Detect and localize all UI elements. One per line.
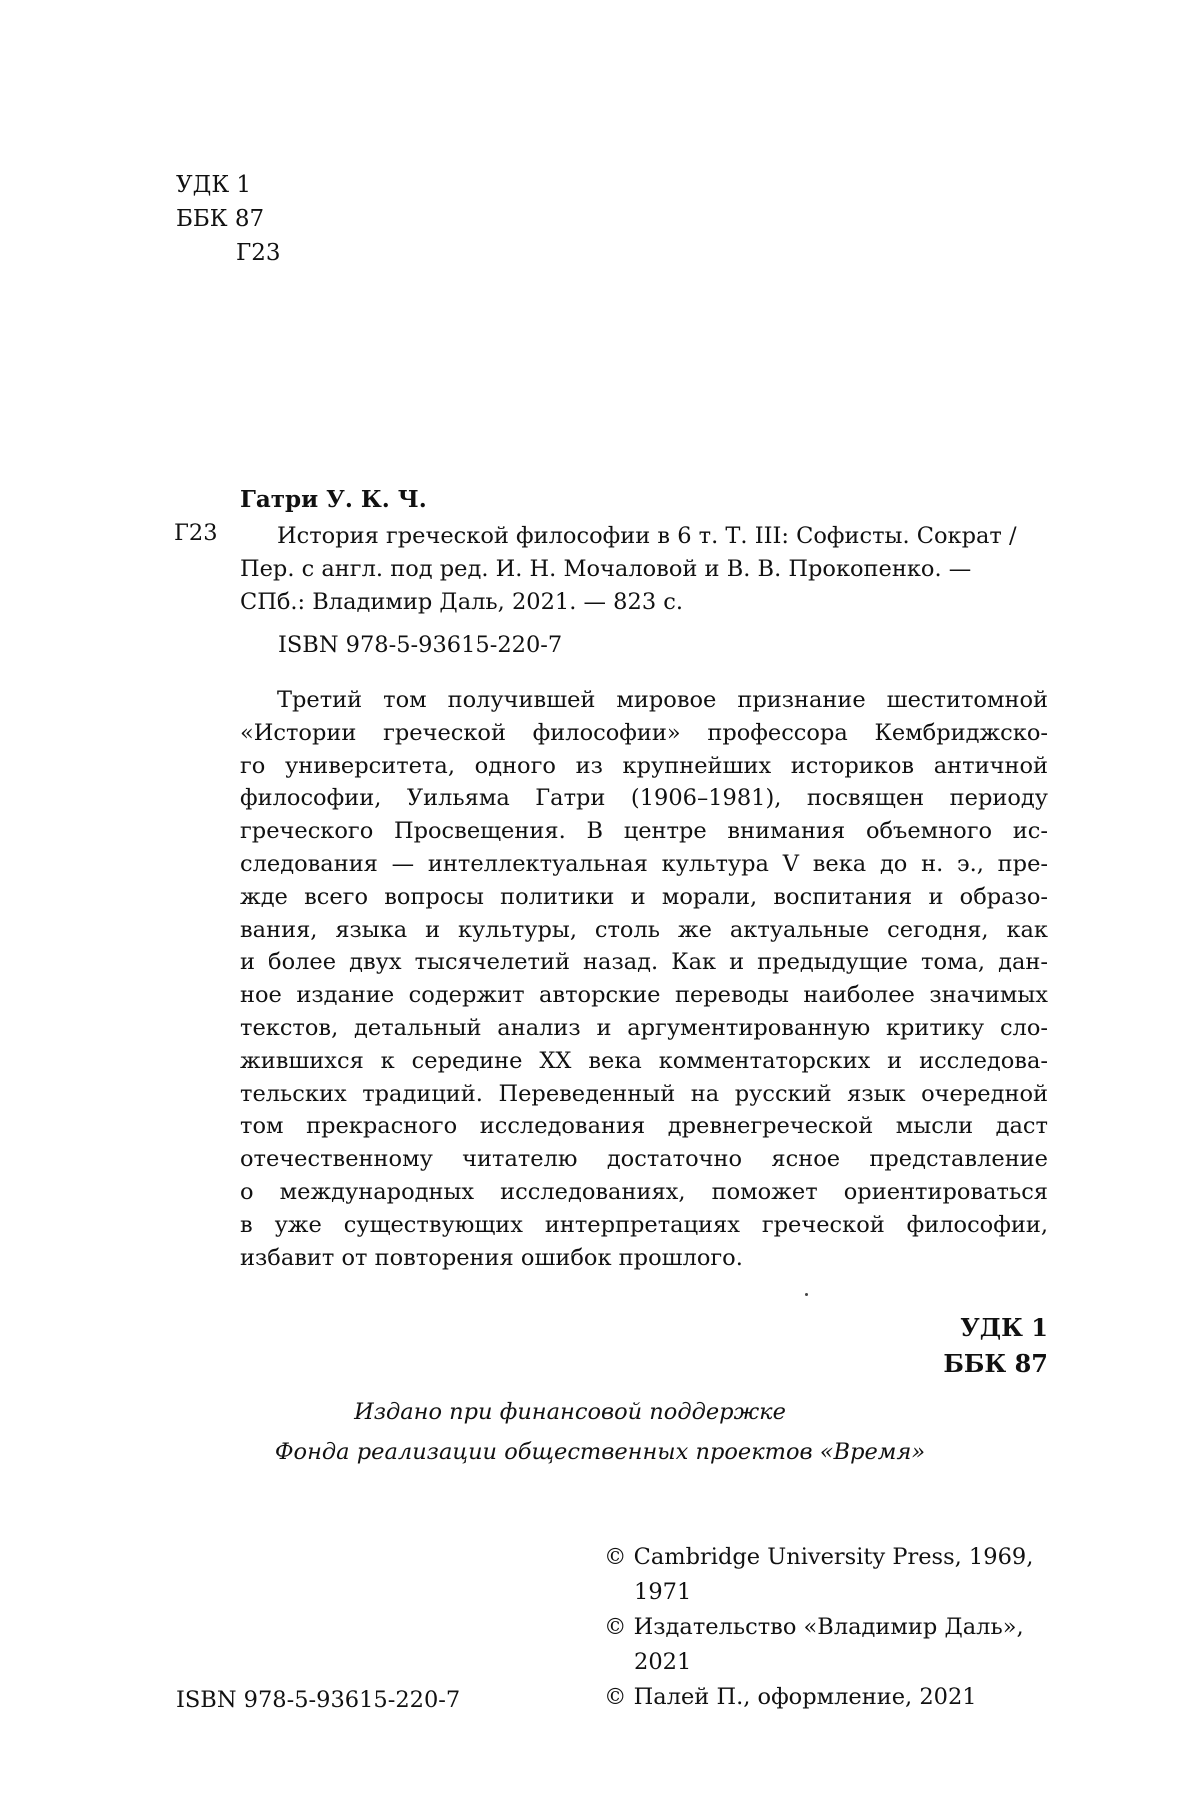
funding-line: Фонда реализации общественных проектов «Время» xyxy=(274,1439,926,1465)
copyright-line: © Палей П., оформление, 2021 xyxy=(604,1684,977,1710)
annotation-line: и более двух тысячелетий назад. Как и предыдущие тома, дан- xyxy=(240,949,1048,976)
annotation-paragraph xyxy=(240,684,1048,1274)
annotation-line: жде всего вопросы политики и морали, воспитания и образо- xyxy=(240,883,1048,910)
print-speck xyxy=(805,1293,808,1296)
cutter-code: Г23 xyxy=(236,240,281,266)
bbk-code-bottom: ББК 87 xyxy=(943,1349,1048,1378)
annotation-line: избавит от повторения ошибок прошлого. xyxy=(240,1244,743,1271)
annotation-line: Третий том получившей мировое признание шеститомной xyxy=(277,687,1048,713)
copyright-line: 1971 xyxy=(634,1579,692,1605)
udk-code: УДК 1 xyxy=(176,172,252,198)
annotation-line: тельских традиций. Переведенный на русский язык очередной xyxy=(240,1080,1048,1107)
bibliographic-line: Пер. с англ. под ред. И. Н. Мочаловой и В. В. Прокопенко. — xyxy=(240,556,972,582)
bibliographic-record xyxy=(240,520,1048,619)
bibliographic-line: СПб.: Владимир Даль, 2021. — 823 с. xyxy=(240,589,684,615)
annotation-line: жившихся к середине XX века комментаторских и исследова- xyxy=(240,1047,1048,1074)
annotation-line: в уже существующих интерпретациях греческой философии, xyxy=(240,1211,1048,1238)
copyright-line: © Издательство «Владимир Даль», xyxy=(604,1614,1024,1640)
isbn-record: ISBN 978-5-93615-220-7 xyxy=(278,632,563,658)
cutter-code-left: Г23 xyxy=(174,520,218,546)
udk-code-bottom: УДК 1 xyxy=(960,1313,1048,1342)
annotation-line: том прекрасного исследования древнегреческой мысли даст xyxy=(240,1113,1048,1140)
classification-codes-bottom xyxy=(943,1310,1048,1382)
copyright-line: © Cambridge University Press, 1969, xyxy=(604,1544,1034,1570)
annotation-line: греческого Просвещения. В центре внимания объемного ис- xyxy=(240,818,1048,845)
annotation-line: следования — интеллектуальная культура V века до н. э., пре- xyxy=(240,850,1048,877)
copyright-block xyxy=(604,1540,1033,1715)
annotation-line: о международных исследованиях, поможет ориентироваться xyxy=(240,1178,1048,1205)
author-name: Гатри У. К. Ч. xyxy=(240,486,427,513)
annotation-line: философии, Уильяма Гатри (1906–1981), посвящен периоду xyxy=(240,785,1048,812)
annotation-line: отечественному читателю достаточно ясное представление xyxy=(240,1146,1048,1173)
annotation-line: го университета, одного из крупнейших историков античной xyxy=(240,752,1048,779)
copyright-line: 2021 xyxy=(634,1649,692,1675)
isbn-bottom: ISBN 978-5-93615-220-7 xyxy=(176,1687,461,1713)
annotation-line: текстов, детальный анализ и аргументированную критику сло- xyxy=(240,1014,1048,1041)
classification-codes-top xyxy=(176,168,281,270)
bbk-code: ББК 87 xyxy=(176,206,265,232)
annotation-line: вания, языка и культуры, столь же актуальные сегодня, как xyxy=(240,916,1048,943)
funding-line: Издано при финансовой поддержке xyxy=(354,1399,786,1425)
annotation-line: ное издание содержит авторские переводы наиболее значимых xyxy=(240,982,1048,1009)
funding-note xyxy=(0,1392,1200,1472)
annotation-line: «Истории греческой философии» профессора Кембриджско- xyxy=(240,719,1048,746)
bibliographic-line: История греческой философии в 6 т. Т. III: Софисты. Сократ / xyxy=(277,523,1017,549)
